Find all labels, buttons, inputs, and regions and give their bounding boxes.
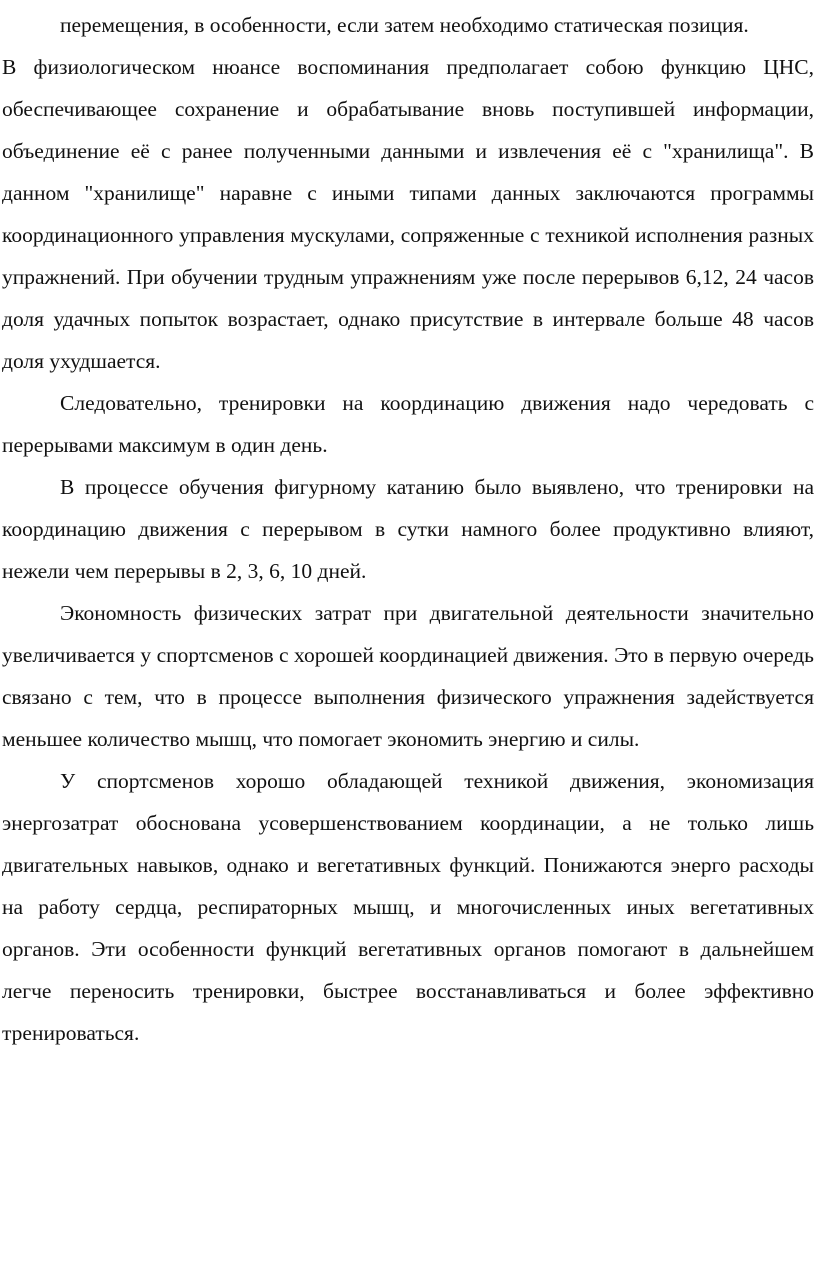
paragraph-4: В процессе обучения фигурному катанию было выявлено, что тренировки на координацию движения с перерывом в сутки намного более продуктивно влияют, нежели чем перерывы в 2, 3, 6, 10 дней. bbox=[2, 475, 814, 583]
paragraph-6: У спортсменов хорошо обладающей техникой движения, экономизация энергозатрат обоснована усовершенствованием координации, а не только лишь двигательных навыков, однако и вегетативных функций. Понижаются энерго расходы на работу сердца, респираторных мышц, и многочисленных иных вегетативных органов. Эти особенности функций вегетативных органов помогают в дальнейшем легче переносить тренировки, быстрее восстанавливаться и более эффективно тренироваться. bbox=[2, 769, 814, 1045]
paragraph-1: перемещения, в особенности, если затем необходимо статическая позиция. bbox=[60, 13, 749, 37]
paragraph-5: Экономность физических затрат при двигательной деятельности значительно увеличивается у спортсменов с хорошей координацией движения. Это в первую очередь связано с тем, что в процессе выполнения физического упражнения задействуется меньшее количество мышц, что помогает экономить энергию и силы. bbox=[2, 601, 814, 751]
paragraph-2: В физиологическом нюансе воспоминания предполагает собою функцию ЦНС, обеспечивающее сохранение и обрабатывание вновь поступившей информации, объединение её с ранее полученными данными и извлечения её с "хранилища". В данном "хранилище" наравне с иными типами данных заключаются программы координационного управления мускулами, сопряженные с техникой исполнения разных упражнений. При обучении трудным упражнениям уже после перерывов 6,12, 24 часов доля удачных попыток возрастает, однако присутствие в интервале больше 48 часов доля ухудшается. bbox=[2, 55, 814, 373]
paragraph-3: Следовательно, тренировки на координацию движения надо чередовать с перерывами максимум в один день. bbox=[2, 391, 814, 457]
